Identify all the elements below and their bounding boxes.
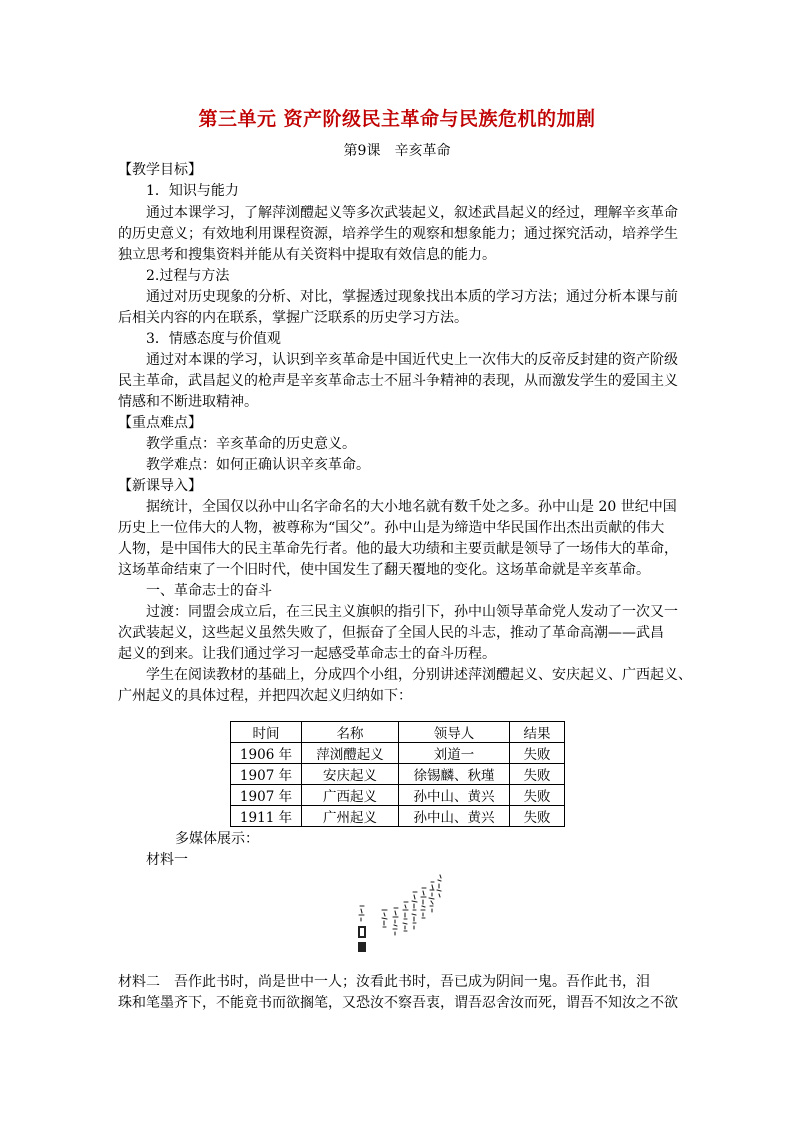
media-label: 多媒体展示： [175,831,259,847]
paragraph-line: 这场革命结束了一个旧时代，使中国发生了翻天覆地的变化。这场革命就是辛亥革命。 [118,562,650,578]
paragraph-line: 过渡：同盟会成立后，在三民主义旗帜的指引下，孙中山领导革命党人发动了一次又一 [146,604,678,620]
cell-leader: 徐锡麟、秋瑾 [399,764,510,785]
table-row [231,743,565,764]
cell-result: 失败 [510,806,565,827]
cell-name: 萍浏醴起义 [302,743,399,764]
paragraph-line: 历史上一位伟大的人物，被尊称为“国父”。孙中山是为缔造中华民国作出杰出贡献的伟大 [118,520,665,536]
cell-leader: 孙中山、黄兴 [399,785,510,806]
paragraph-line: 独立思考和搜集资料并能从有关资料中提取有效信息的能力。 [118,247,496,263]
section-heading: 一、革命志士的奋斗 [146,583,272,599]
calligraphy-image [352,872,448,960]
paragraph-line: 通过对本课的学习，认识到辛亥革命是中国近代史上一次伟大的反帝反封建的资产阶级 [146,352,678,368]
paragraph-line: 学生在阅读教材的基础上，分成四个小组，分别讲述萍浏醴起义、安庆起义、广西起义、 [146,667,692,683]
paragraph-line: 民主革命，武昌起义的枪声是辛亥革命志士不屈斗争精神的表现，从而激发学生的爱国主义 [118,373,678,389]
cell-result: 失败 [510,743,565,764]
paragraph-line: 通过本课学习，了解萍浏醴起义等多次武装起义，叙述武昌起义的经过，理解辛亥革命 [146,205,678,221]
cell-result: 失败 [510,785,565,806]
cell-name: 广州起义 [302,806,399,827]
paragraph-line: 次武装起义，这些起义虽然失败了，但振奋了全国人民的斗志，推动了革命高潮——武昌 [118,625,664,641]
header-result: 结果 [510,722,565,743]
header-name: 名称 [302,722,399,743]
objectives-heading: 【教学目标】 [118,162,202,178]
paragraph-line: 人物，是中国伟大的民主革命先行者。他的最大功绩和主要贡献是领导了一场伟大的革命， [118,541,678,557]
table-row [231,764,565,785]
keypoints-heading: 【重点难点】 [118,415,202,431]
cell-leader: 孙中山、黄兴 [399,806,510,827]
header-leader: 领导人 [399,722,510,743]
cell-leader: 刘道一 [399,743,510,764]
focus-line: 教学重点：辛亥革命的历史意义。 [146,436,356,452]
paragraph-line: 情感和不断进取精神。 [118,394,258,410]
cell-time: 1906 年 [231,743,302,764]
cell-time: 1907 年 [231,764,302,785]
uprisings-table [230,721,565,827]
paragraph-line: 广州起义的具体过程，并把四次起义归纳如下： [118,688,412,704]
knowledge-heading: 1．知识与能力 [146,183,239,199]
table-row [231,785,565,806]
values-heading: 3．情感态度与价值观 [146,331,281,347]
cell-name: 广西起义 [302,785,399,806]
paragraph-line: 的历史意义；有效地利用课程资源，培养学生的观察和想象能力；通过探究活动，培养学生 [118,226,678,242]
paragraph-line: 后相关内容的内在联系，掌握广泛联系的历史学习方法。 [118,310,468,326]
cell-name: 安庆起义 [302,764,399,785]
intro-heading: 【新课导入】 [118,478,202,494]
header-time: 时间 [231,722,302,743]
cell-time: 1907 年 [231,785,302,806]
table-row [231,806,565,827]
material-one-label: 材料一 [146,852,188,868]
cell-result: 失败 [510,764,565,785]
table-header-row [231,722,565,743]
unit-title: 第三单元 资产阶级民主革命与民族危机的加剧 [198,108,596,130]
difficulty-line: 教学难点：如何正确认识辛亥革命。 [146,457,370,473]
lesson-title: 第9课 辛亥革命 [343,143,451,159]
paragraph-line: 起义的到来。让我们通过学习一起感受革命志士的奋斗历程。 [118,646,496,662]
paragraph-line: 材料二 吾作此书时，尚是世中一人；汝看此书时，吾已成为阴间一鬼。吾作此书，泪 [118,974,650,990]
paragraph-line: 通过对历史现象的分析、对比，掌握透过现象找出本质的学习方法；通过分析本课与前 [146,289,678,305]
process-heading: 2.过程与方法 [146,268,230,284]
paragraph-line: 据统计，全国仅以孙中山名字命名的大小地名就有数千处之多。孙中山是 20 世纪中国 [146,499,677,515]
cell-time: 1911 年 [231,806,302,827]
paragraph-line: 珠和笔墨齐下，不能竟书而欲搁笔，又恐汝不察吾衷，谓吾忍舍汝而死，谓吾不知汝之不欲 [118,995,678,1011]
